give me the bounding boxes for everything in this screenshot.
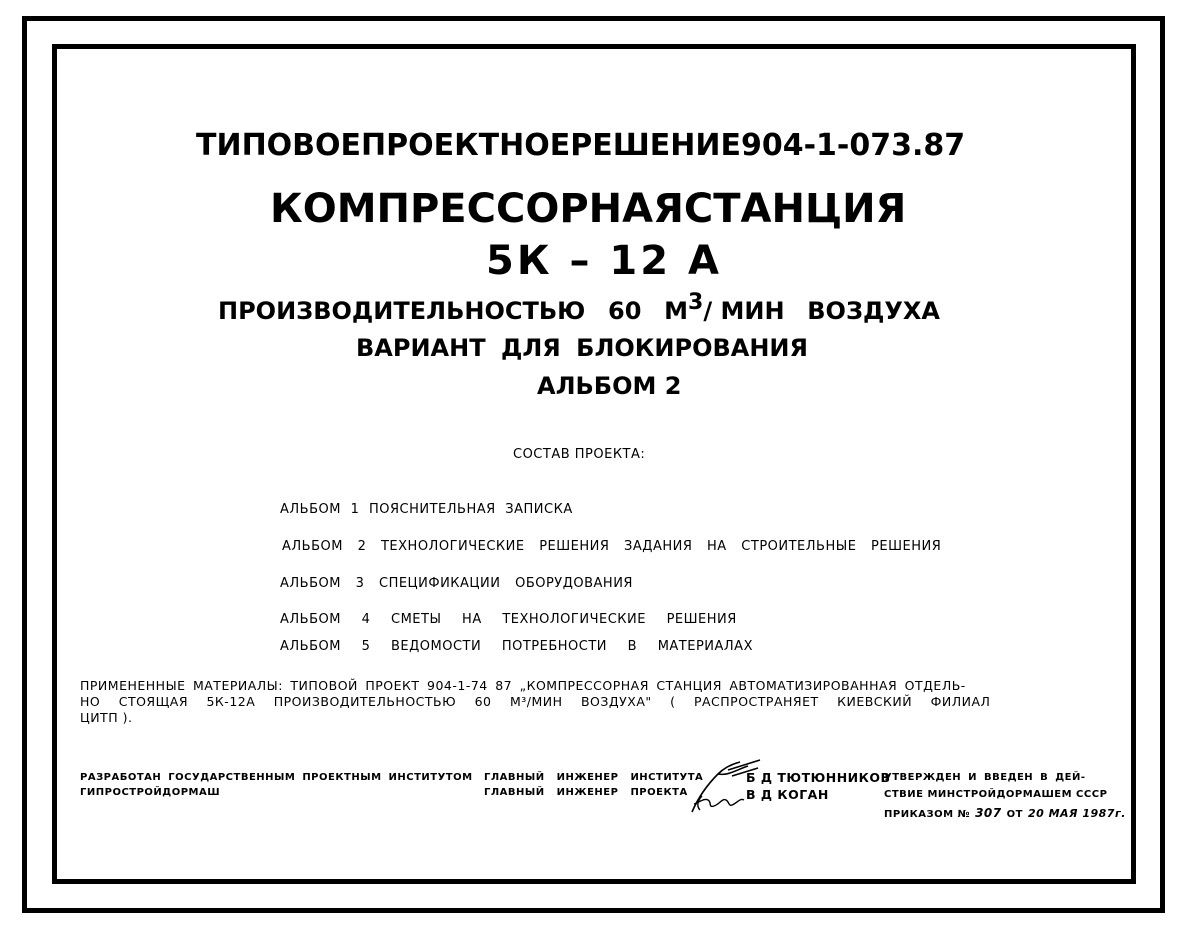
title-word: БЛОКИРОВАНИЯ	[576, 334, 808, 362]
materials-line-3: ЦИТП ).	[80, 710, 133, 725]
title-word: ДЛЯ	[500, 334, 561, 362]
title-word: ПРОЕКТНОЕ	[361, 128, 571, 163]
title-word: СТАНЦИЯ	[683, 186, 907, 232]
album-title: АЛЬБОМ 2	[537, 372, 682, 400]
title-word: ВОЗДУХА	[807, 297, 940, 325]
project-number: 904-1-073.87	[740, 128, 966, 163]
role-chief-engineer-project: ГЛАВНЫЙ ИНЖЕНЕР ПРОЕКТА	[484, 787, 688, 798]
approval-line-1: УТВЕРЖДЕН И ВВЕДЕН В ДЕЙ-	[884, 772, 1086, 783]
album-item: АЛЬБОМ 1 ПОЯСНИТЕЛЬНАЯ ЗАПИСКА	[280, 502, 573, 517]
title-line-2	[270, 186, 907, 232]
developer-line-1: РАЗРАБОТАН ГОСУДАРСТВЕННЫМ ПРОЕКТНЫМ ИНСТИТУТОМ	[80, 772, 473, 783]
title-word: ВАРИАНТ	[356, 334, 486, 362]
title-word: ПРОИЗВОДИТЕЛЬНОСТЬЮ	[218, 297, 586, 325]
unit-exponent: 3	[688, 290, 704, 315]
inner-border	[52, 44, 1136, 884]
capacity-value: 60	[608, 297, 642, 325]
name-chief-engineer-institute: Б Д ТЮТЮННИКОВ	[746, 770, 891, 785]
materials-line-1: ПРИМЕНЕННЫЕ МАТЕРИАЛЫ: ТИПОВОЙ ПРОЕКТ 904-1-74 87 „КОМПРЕССОРНАЯ СТАНЦИЯ АВТОМАТИЗИРОВАННАЯ ОТДЕЛЬ-	[80, 678, 966, 693]
album-item: АЛЬБОМ 2 ТЕХНОЛОГИЧЕСКИЕ РЕШЕНИЯ ЗАДАНИЯ НА СТРОИТЕЛЬНЫЕ РЕШЕНИЯ	[282, 539, 942, 554]
unit-m: М	[664, 297, 689, 325]
developer-line-2: ГИПРОСТРОЙДОРМАШ	[80, 787, 221, 798]
title-line-1	[196, 128, 966, 163]
title-line-4	[218, 290, 940, 325]
order-prefix: ПРИКАЗОМ №	[884, 809, 971, 820]
order-date: 20 МАЯ 1987г.	[1027, 807, 1126, 820]
capacity-unit	[664, 290, 784, 325]
title-line-5	[356, 334, 808, 362]
album-item: АЛЬБОМ 3 СПЕЦИФИКАЦИИ ОБОРУДОВАНИЯ	[280, 576, 633, 591]
album-item: АЛЬБОМ 4 СМЕТЫ НА ТЕХНОЛОГИЧЕСКИЕ РЕШЕНИЯ	[280, 612, 737, 627]
title-word: РЕШЕНИЕ	[570, 128, 741, 163]
album-item: АЛЬБОМ 5 ВЕДОМОСТИ ПОТРЕБНОСТИ В МАТЕРИАЛАХ	[280, 639, 753, 654]
role-chief-engineer-institute: ГЛАВНЫЙ ИНЖЕНЕР ИНСТИТУТА	[484, 772, 704, 783]
approval-line-3	[884, 806, 1126, 820]
approval-line-2: СТВИЕ МИНСТРОЙДОРМАШЕМ СССР	[884, 789, 1108, 800]
materials-line-2: НО СТОЯЩАЯ 5К-12А ПРОИЗВОДИТЕЛЬНОСТЬЮ 60 М³/МИН ВОЗДУХА" ( РАСПРОСТРАНЯЕТ КИЕВСКИЙ ФИЛИАЛ	[80, 694, 991, 709]
title-word: КОМПРЕССОРНАЯ	[270, 186, 684, 232]
order-number: 307	[975, 806, 1002, 820]
unit-per-min: / МИН	[703, 297, 785, 325]
name-chief-engineer-project: В Д КОГАН	[746, 787, 829, 802]
order-date-prefix: ОТ	[1006, 809, 1023, 820]
model-code: 5К – 12 А	[486, 238, 722, 284]
title-word: ТИПОВОЕ	[196, 128, 362, 163]
composition-heading: СОСТАВ ПРОЕКТА:	[513, 447, 646, 462]
